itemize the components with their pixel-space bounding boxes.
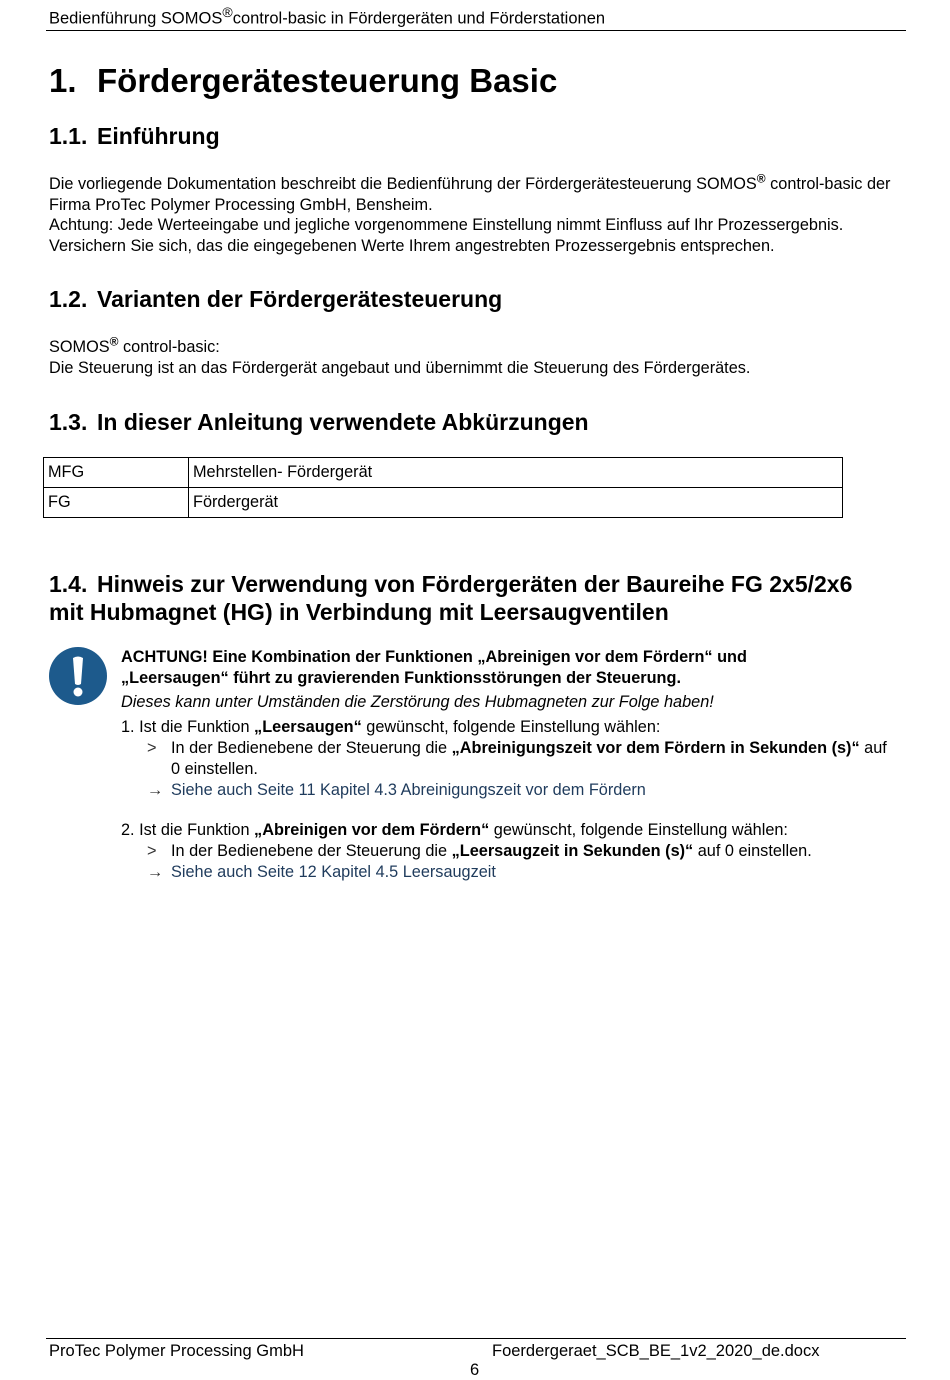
- footer-filename: Foerdergeraet_SCB_BE_1v2_2020_de.docx: [492, 1342, 820, 1360]
- header-registered-mark: ®: [222, 4, 233, 20]
- chapter-title: Fördergerätesteuerung Basic: [97, 62, 558, 99]
- abbreviations-table: [43, 457, 843, 518]
- step-marker-icon: >: [147, 739, 157, 757]
- cross-reference-2[interactable]: [147, 862, 887, 883]
- section-title: In dieser Anleitung verwendete Abkürzungen: [97, 409, 589, 435]
- section-title: Varianten der Fördergerätesteuerung: [97, 286, 503, 312]
- step-parameter-name: „Abreinigungszeit vor dem Fördern in Sekunden (s)“: [451, 739, 860, 757]
- step-text-post: auf 0 einstellen.: [693, 842, 812, 860]
- item-text-pre: 1. Ist die Funktion: [121, 718, 255, 736]
- running-header: [49, 4, 605, 29]
- warning-line-2: „Leersaugen“ führt zu gravierenden Funktionsstörungen der Steuerung.: [121, 669, 681, 687]
- chapter-heading: [49, 62, 557, 100]
- attention-text: Achtung: Jede Werteeingabe und jegliche vorgenommene Einstellung nimmt Einfluss auf Ihr Prozessergebnis. Versichern Sie sich, das die eingegebenen Werte Ihrem angestrebten Prozessergebnis entsprechen.: [49, 216, 844, 255]
- instruction-item-1: [121, 717, 901, 738]
- item-text-post: gewünscht, folgende Einstellung wählen:: [489, 821, 788, 839]
- step-marker-icon: >: [147, 842, 157, 860]
- instruction-step-2: [147, 841, 887, 862]
- variant-name-a: SOMOS: [49, 338, 110, 356]
- cross-reference-link[interactable]: Siehe auch Seite 11 Kapitel 4.3 Abreinigungszeit vor dem Fördern: [171, 781, 646, 799]
- header-title-b: control-basic in Fördergeräten und Förderstationen: [232, 9, 606, 28]
- variant-name-b: control-basic:: [118, 338, 220, 356]
- step-text-pre: In der Bedienebene der Steuerung die: [171, 842, 452, 860]
- step-text-pre: In der Bedienebene der Steuerung die: [171, 739, 452, 757]
- warning-text: [121, 647, 901, 689]
- warning-line-1: ACHTUNG! Eine Kombination der Funktionen „Abreinigen vor dem Fördern“ und: [121, 648, 747, 666]
- section-number: 1.3.: [49, 409, 88, 435]
- header-title-a: Bedienführung SOMOS: [49, 9, 223, 28]
- section-heading-1-1: [49, 123, 220, 150]
- section-title: Einführung: [97, 123, 220, 149]
- variant-description: Die Steuerung ist an das Fördergerät angebaut und übernimmt die Steuerung des Fördergerätes.: [49, 358, 751, 377]
- abbreviation-cell: MFG: [44, 458, 189, 488]
- step-text-post: auf 0 einstellen.: [171, 739, 887, 778]
- section-title-line2: mit Hubmagnet (HG) in Verbindung mit Leersaugventilen: [49, 599, 669, 625]
- meaning-cell: Mehrstellen- Fördergerät: [189, 458, 843, 488]
- cross-reference-link[interactable]: Siehe auch Seite 12 Kapitel 4.5 Leersaugzeit: [171, 863, 496, 881]
- item-function-name: „Abreinigen vor dem Fördern“: [254, 821, 490, 839]
- variants-paragraph: [49, 334, 909, 378]
- section-heading-1-2: [49, 286, 502, 313]
- intro-text-b: control-basic der Firma ProTec Polymer Processing GmbH, Bensheim.: [49, 175, 891, 214]
- instruction-item-2: [121, 820, 901, 841]
- section-number: 1.1.: [49, 123, 88, 149]
- chapter-number: 1.: [49, 62, 77, 99]
- footer-company: ProTec Polymer Processing GmbH: [49, 1342, 304, 1360]
- footer-divider: [46, 1338, 906, 1339]
- mandatory-action-icon: [48, 646, 108, 706]
- intro-paragraph: [49, 171, 909, 256]
- meaning-cell: Fördergerät: [189, 488, 843, 518]
- item-function-name: „Leersaugen“: [254, 718, 362, 736]
- cross-reference-1[interactable]: [147, 780, 887, 801]
- section-number: 1.2.: [49, 286, 88, 312]
- instruction-step-1: [147, 738, 887, 780]
- warning-consequence: Dieses kann unter Umständen die Zerstörung des Hubmagneten zur Folge haben!: [121, 693, 714, 711]
- registered-mark: ®: [756, 171, 766, 186]
- header-divider: [46, 30, 906, 31]
- section-heading-1-4: [49, 570, 852, 626]
- abbreviation-cell: FG: [44, 488, 189, 518]
- item-text-post: gewünscht, folgende Einstellung wählen:: [361, 718, 661, 736]
- intro-text-a: Die vorliegende Dokumentation beschreibt die Bedienführung der Fördergerätesteuerung SOMOS: [49, 175, 757, 193]
- registered-mark: ®: [109, 334, 119, 349]
- step-parameter-name: „Leersaugzeit in Sekunden (s)“: [451, 842, 694, 860]
- section-heading-1-3: [49, 409, 589, 436]
- arrow-right-icon: →: [147, 781, 164, 799]
- item-text-pre: 2. Ist die Funktion: [121, 821, 255, 839]
- table-row: [44, 458, 843, 488]
- table-row: [44, 488, 843, 518]
- page-number: 6: [470, 1361, 480, 1379]
- section-number: 1.4.: [49, 571, 88, 597]
- arrow-right-icon: →: [147, 863, 164, 881]
- section-title-line1: Hinweis zur Verwendung von Fördergeräten der Baureihe FG 2x5/2x6: [97, 571, 853, 597]
